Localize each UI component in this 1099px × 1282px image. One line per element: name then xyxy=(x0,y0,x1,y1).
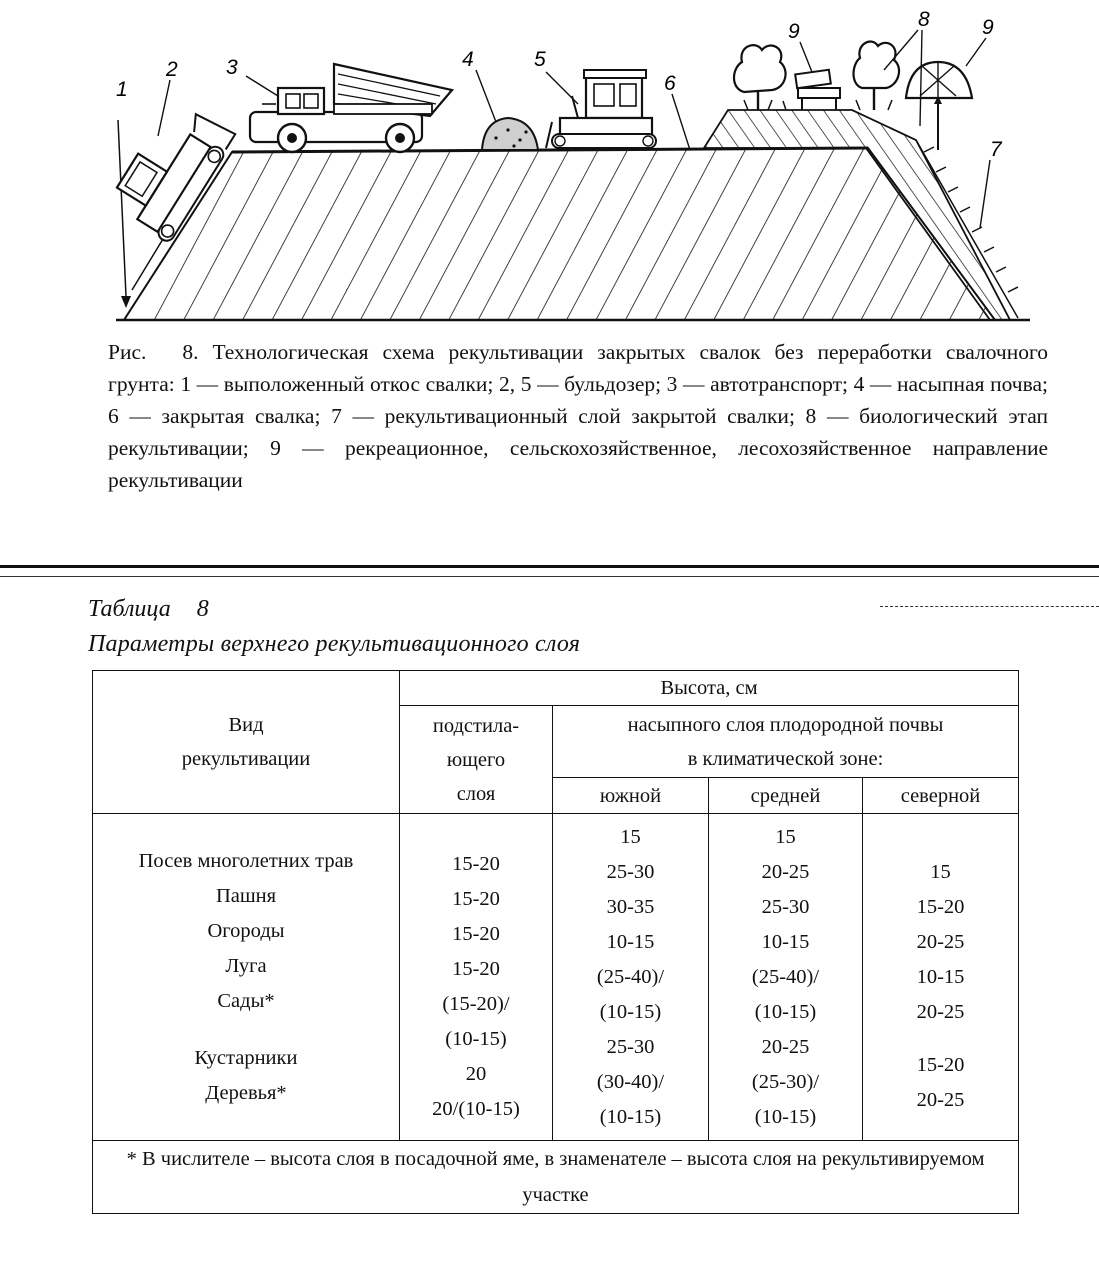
list-item: 20-25 xyxy=(761,860,810,883)
dashed-rule xyxy=(880,606,1099,607)
list-item: (15-20)/ xyxy=(442,993,510,1015)
header-underlying-layer xyxy=(400,706,553,814)
list-item: (25-40)/ xyxy=(751,965,820,988)
list-item: (25-40)/ xyxy=(596,965,665,988)
list-item: 25-30 xyxy=(761,895,810,918)
header-fill-line-1: насыпного слоя плодородной почвы xyxy=(627,713,944,736)
callout-6: 6 xyxy=(664,72,676,95)
list-item: 15-20 xyxy=(452,853,500,875)
list-item: Луга xyxy=(225,954,267,977)
north-column xyxy=(863,814,1019,1141)
south-column xyxy=(553,814,709,1141)
header-zone-north: северной xyxy=(863,778,1019,814)
callout-1: 1 xyxy=(116,78,128,101)
header-zone-middle: средней xyxy=(709,778,863,814)
header-underlying-line-1: подстила- xyxy=(432,714,520,737)
callout-8: 8 xyxy=(918,8,930,31)
list-item: 15 xyxy=(930,860,951,883)
list-item: Огороды xyxy=(207,919,285,942)
list-item: 20-25 xyxy=(761,1035,810,1058)
dump-truck-icon xyxy=(250,64,452,152)
umbrella-icon xyxy=(906,62,972,150)
list-item: 15-20 xyxy=(452,923,500,945)
list-item: 15 xyxy=(775,825,796,848)
types-column xyxy=(93,814,400,1141)
list-item: (10-15) xyxy=(754,1000,817,1023)
header-fertile-soil-layer xyxy=(553,706,1019,778)
list-item: 20/(10-15) xyxy=(432,1098,520,1120)
table-number-value: 8 xyxy=(196,596,209,622)
bench-icon xyxy=(795,70,840,110)
list-item: 30-35 xyxy=(606,895,655,918)
table-number xyxy=(88,596,209,623)
list-item: 10-15 xyxy=(761,930,810,953)
list-item: 10-15 xyxy=(916,965,965,988)
table-title: Параметры верхнего рекультивационного слоя xyxy=(88,631,581,657)
reclamation-scheme-figure xyxy=(0,0,1099,330)
callout-9-bench: 9 xyxy=(788,20,800,43)
list-item: 20 xyxy=(465,1063,487,1085)
list-item: Сады* xyxy=(217,989,275,1012)
header-underlying-line-2: ющего xyxy=(446,748,506,771)
list-item: Посев многолетних трав xyxy=(138,849,354,872)
list-item: Кустарники xyxy=(194,1046,298,1069)
parameters-table xyxy=(92,670,1019,1214)
page-separator xyxy=(0,565,1099,568)
list-item: 25-30 xyxy=(606,860,655,883)
callout-4: 4 xyxy=(462,48,474,71)
list-item: Деревья* xyxy=(205,1081,287,1104)
list-item: 20-25 xyxy=(916,930,965,953)
list-item: (10-15) xyxy=(754,1105,817,1128)
header-fill-line-2: в климатической зоне: xyxy=(687,747,884,770)
middle-column xyxy=(709,814,863,1141)
bulldozer-on-top-icon xyxy=(546,70,656,148)
list-item: 15-20 xyxy=(916,1053,965,1076)
header-type-line-2: рекультивации xyxy=(181,748,311,770)
underlying-column xyxy=(400,814,553,1141)
footnote-row xyxy=(93,1141,1019,1214)
list-item: 15-20 xyxy=(452,888,500,910)
list-item: 20-25 xyxy=(916,1000,965,1023)
list-item: 20-25 xyxy=(916,1088,965,1111)
list-item: 25-30 xyxy=(606,1035,655,1058)
soil-pile-icon xyxy=(482,118,538,150)
list-item: 15 xyxy=(620,825,641,848)
callout-3: 3 xyxy=(226,56,238,79)
callout-5: 5 xyxy=(534,48,546,71)
list-item: (10-15) xyxy=(599,1105,662,1128)
table-label: Таблица xyxy=(88,596,171,622)
list-item: 15-20 xyxy=(452,958,500,980)
list-item: (30-40)/ xyxy=(596,1070,665,1093)
list-item: 15-20 xyxy=(916,895,965,918)
callout-7: 7 xyxy=(990,138,1002,161)
list-item: Пашня xyxy=(215,884,277,907)
figure-caption xyxy=(108,336,1048,496)
header-zone-south: южной xyxy=(553,778,709,814)
page-separator-thin xyxy=(0,576,1099,577)
list-item: 10-15 xyxy=(606,930,655,953)
header-type-line-1: Вид xyxy=(228,714,264,736)
table-footnote: * В числителе – высота слоя в посадочной яме, в знаменателе – высота слоя на рекультивируемом участке xyxy=(93,1141,1019,1214)
header-underlying-line-3: слоя xyxy=(456,782,496,805)
list-item: (10-15) xyxy=(599,1000,662,1023)
header-reclamation-type xyxy=(93,671,400,814)
list-item: (10-15) xyxy=(445,1028,507,1050)
callout-2: 2 xyxy=(166,58,178,81)
header-height: Высота, см xyxy=(400,671,1019,706)
table-row xyxy=(93,814,1019,1141)
figure-caption-text: 8. Технологическая схема рекультивации закрытых свалок без переработки свалочного грунта: 1 — выположенный откос свалки; 2, 5 — бульдозер; 3 — автотранспорт; 4 — насыпная почва; 6 — закрытая свалка; 7 — рекультивационный слой закрытой свалки; 8 — биологический этап рекультивации; 9 — рекреационное, сельскохозяйственное, лесохозяйственное направление рекультивации xyxy=(108,340,1048,492)
callout-9-umbrella: 9 xyxy=(982,16,994,39)
figure-label: Рис. xyxy=(108,340,147,364)
list-item: (25-30)/ xyxy=(751,1070,820,1093)
